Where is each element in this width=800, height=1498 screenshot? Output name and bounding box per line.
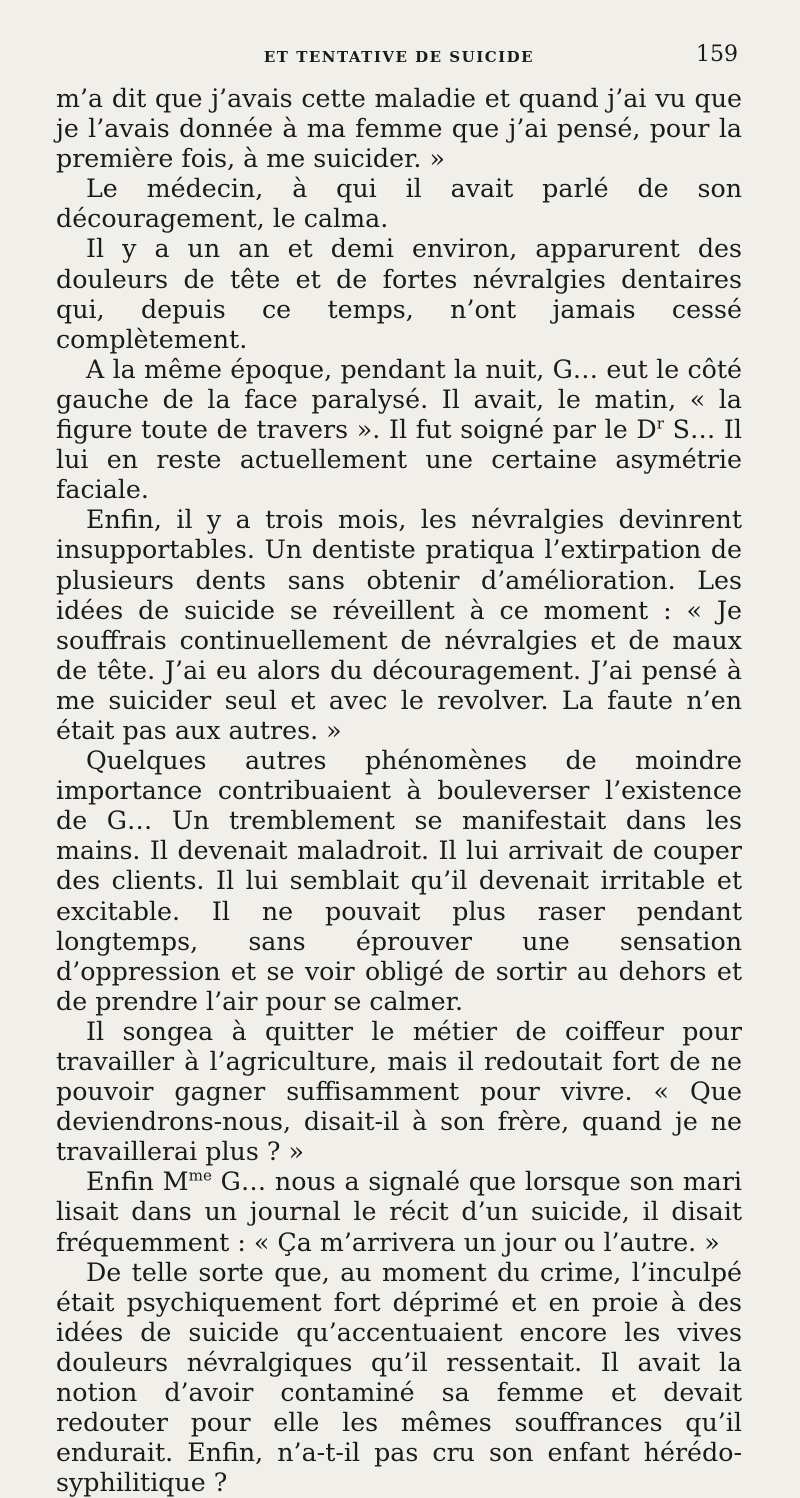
paragraph-1: m’a dit que j’avais cette maladie et quand j’ai vu que je l’avais donnée à ma femme que j’ai pensé, pour la première fois, à me suicider. »	[56, 84, 742, 174]
paragraph-5: Enfin, il y a trois mois, les névralgies devinrent insupportables. Un dentiste pratiqua l’extirpation de plusieurs dents sans obtenir d’amélioration. Les idées de suicide se réveillent à ce moment : « Je souffrais continuellement de névralgies et de maux de tête. J’ai eu alors du découragement. J’ai pensé à me suicider seul et avec le revolver. La faute n’en était pas aux autres. »	[56, 505, 742, 745]
paragraph-6: Quelques autres phénomènes de moindre importance contribuaient à bouleverser l’existence de G… Un tremblement se manifestait dans les mains. Il devenait maladroit. Il lui arrivait de couper des clients. Il lui semblait qu’il devenait irritable et excitable. Il ne pouvait plus raser pendant longtemps, sans éprouver une sensation d’oppression et se voir obligé de sortir au dehors et de prendre l’air pour se calmer.	[56, 746, 742, 1016]
paragraph-3: Il y a un an et demi environ, apparurent des douleurs de tête et de fortes névralgies dentaires qui, depuis ce temps, n’ont jamais cessé complètement.	[56, 234, 742, 354]
paragraph-8	[56, 1167, 742, 1257]
paragraph-4-text: A la même époque, pendant la nuit, G… eut le côté gauche de la face paralysé. Il avait, le matin, « la figure toute de travers ». Il fut soigné par le D	[56, 354, 742, 445]
paragraph-4-tail: S… Il lui en reste actuellement une certaine asymétrie faciale.	[56, 415, 743, 505]
paragraph-4	[56, 355, 742, 505]
doctor-abbrev-superscript: r	[656, 414, 664, 433]
paragraph-7: Il songea à quitter le métier de coiffeur pour travailler à l’agriculture, mais il redoutait fort de ne pouvoir gagner suffisamment pour vivre. « Que deviendrons-nous, disait-il à son frère, quand je ne travaillerai plus ? »	[56, 1016, 742, 1167]
running-title: ET TENTATIVE DE SUICIDE	[263, 48, 535, 66]
page-header	[60, 40, 738, 70]
paragraph-8-text: Enfin M	[86, 1167, 189, 1197]
paragraph-8-tail: G… nous a signalé que lorsque son mari lisait dans un journal le récit d’un suicide, il disait fréquemment : « Ça m’arrivera un jour ou l’autre. »	[56, 1167, 742, 1257]
paragraph-2: Le médecin, à qui il avait parlé de son découragement, le calma.	[56, 174, 742, 234]
body-text	[56, 84, 742, 1498]
paragraph-9: De telle sorte que, au moment du crime, l’inculpé était psychiquement fort déprimé et en proie à des idées de suicide qu’accentuaient encore les vives douleurs névralgiques qu’il ressentait. Il avait la notion d’avoir contaminé sa femme et devait redouter pour elle les mêmes souffrances qu’il endurait. Enfin, n’a-t-il pas cru son enfant hérédo-syphilitique ?	[56, 1257, 742, 1498]
page-number: 159	[696, 42, 738, 67]
madame-abbrev-superscript: me	[188, 1166, 212, 1185]
